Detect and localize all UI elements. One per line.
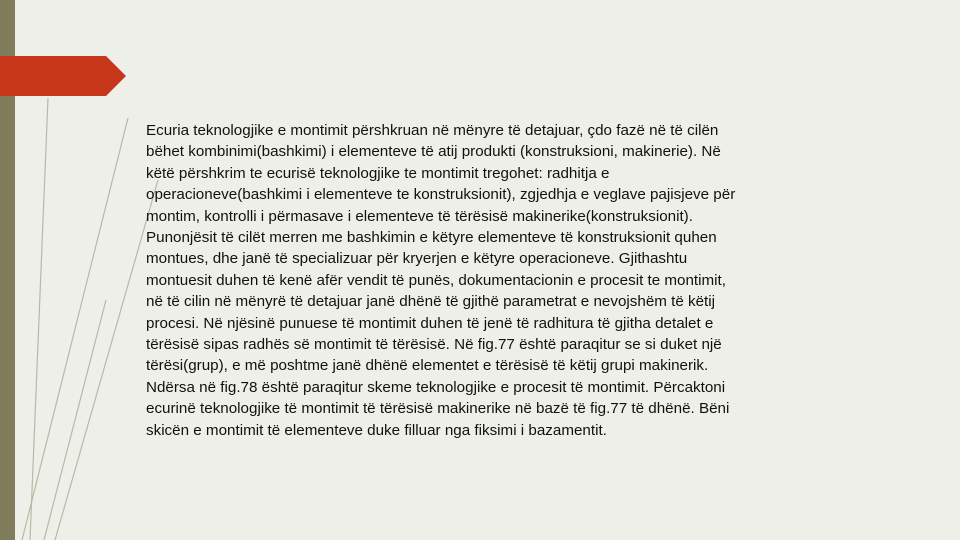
deco-line-2 <box>22 118 128 540</box>
deco-line-3 <box>55 180 158 540</box>
accent-tab-shape <box>0 56 126 96</box>
deco-line-4 <box>44 300 106 540</box>
body-paragraph: Ecuria teknologjike e montimit përshkruan në mënyre të detajuar, çdo fazë në të cilën bëhet kombinimi(bashkimi) i elementeve të atij produkti (konstruksioni, makinerie). Në këtë përshkrim te ecurisë teknologjike te montimit tregohet: radhitja e operacioneve(bashkimi i elementeve te konstruksionit), zgjedhja e veglave pajisjeve për montim, kontrolli i përmasave i elementeve të tërësisë makinerike(konstruksionit). Punonjësit të cilët merren me bashkimin e këtyre elementeve të konstruksionit quhen montues, dhe janë të specializuar për kryerjen e këtyre operacioneve. Gjithashtu montuesit duhen të kenë afër vendit të punës, dokumentacionin e procesit te montimit, në të cilin në mënyrë të detajuar janë dhënë të gjithë parametrat e nevojshëm të këtij procesi. Në njësinë punuese të montimit duhen të jenë të radhitura të gjitha detalet e tërësisë sipas radhës së montimit të tërësisë. Në fig.77 është paraqitur se si duket një tërësi(grup), e më poshtme janë dhënë elementet e tërësisë të këtij grupi makinerik. Ndërsa në fig.78 është paraqitur skeme teknologjike e procesit të montimit. Përcaktoni ecurinë teknologjike të montimit të tërësisë makinerike në bazë të fig.77 të dhënë. Bëni skicën e montimit të elementeve duke filluar nga fiksimi i bazamentit. <box>146 122 736 439</box>
